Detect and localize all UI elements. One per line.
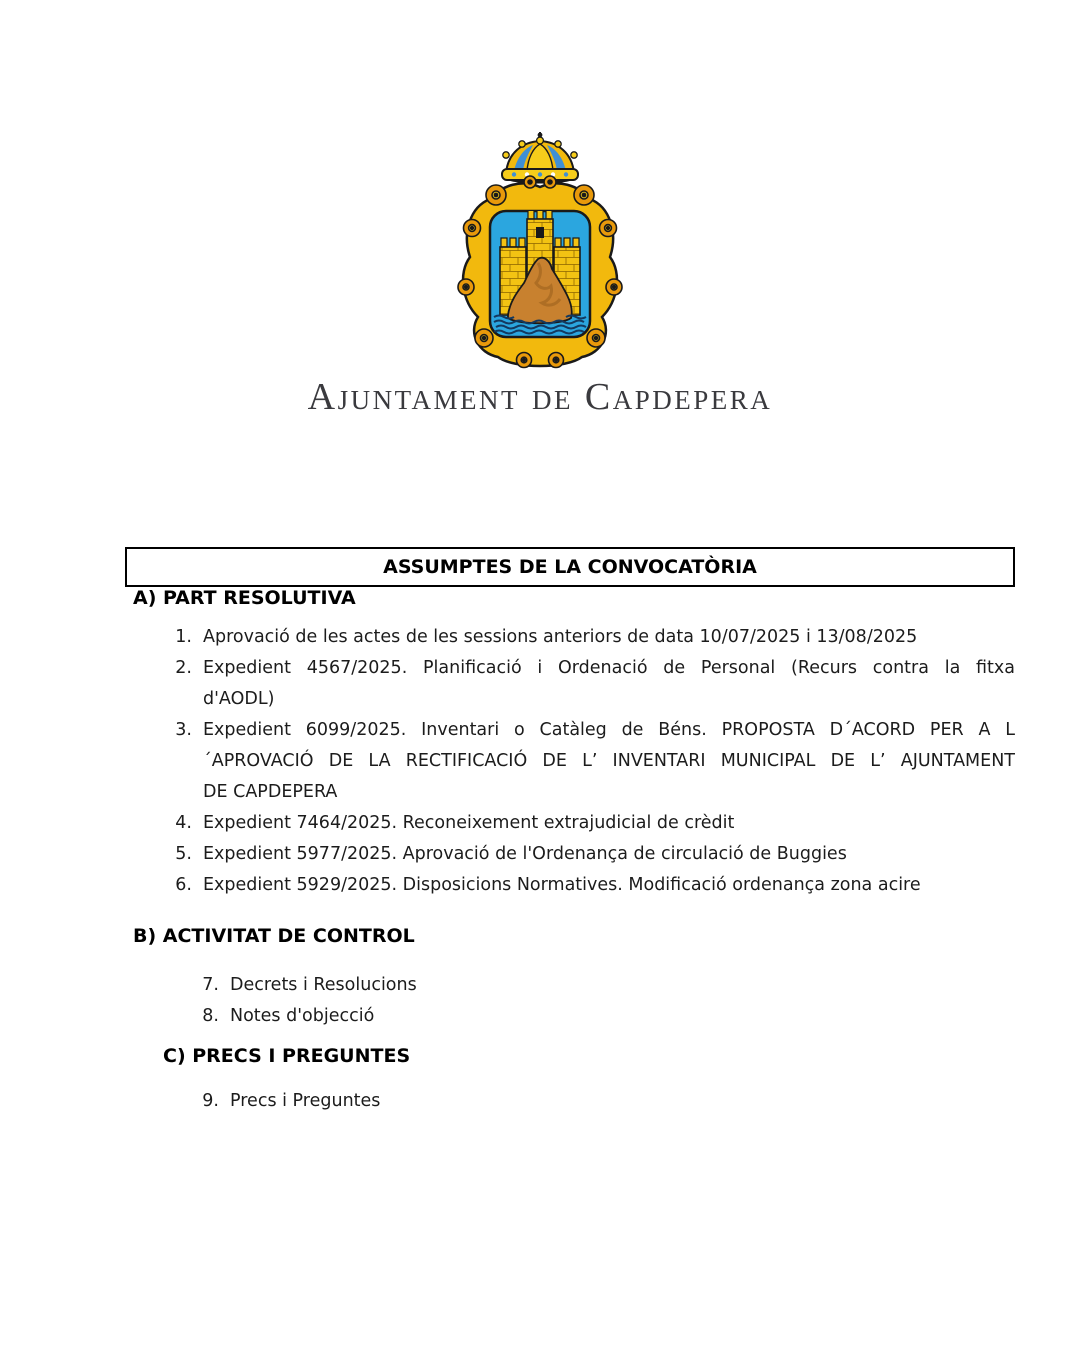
section-a-list <box>133 622 1015 901</box>
coat-of-arms-graphic <box>450 131 630 371</box>
coat-of-arms <box>450 131 630 371</box>
item-text: Precs i Preguntes <box>230 1091 381 1111</box>
item-text: Expedient 4567/2025. Planificació i Ordenació de Personal (Recurs contra la fitxa <box>203 658 1015 678</box>
list-item <box>133 715 1015 808</box>
item-number: 9. <box>202 1091 219 1111</box>
item-text: Aprovació de les actes de les sessions anteriors de data 10/07/2025 i 13/08/2025 <box>203 627 918 647</box>
list-item <box>133 653 1015 715</box>
item-number: 5. <box>175 844 192 864</box>
item-text: Expedient 5977/2025. Aprovació de l'Ordenança de circulació de Buggies <box>203 844 847 864</box>
list-item <box>133 622 1015 653</box>
org-title: Ajuntament de Capdepera <box>307 376 773 418</box>
item-number: 8. <box>202 1006 219 1026</box>
section-c-list <box>133 1086 1015 1117</box>
section-b-list <box>133 970 1015 1032</box>
agenda-title: ASSUMPTES DE LA CONVOCATÒRIA <box>383 556 757 578</box>
item-text: Expedient 7464/2025. Reconeixement extrajudicial de crèdit <box>203 813 735 833</box>
section-c-heading: C) PRECS I PREGUNTES <box>163 1045 411 1067</box>
item-number: 2. <box>175 658 192 678</box>
list-item <box>133 1001 1015 1032</box>
list-item <box>133 870 1015 901</box>
item-text: Expedient 5929/2025. Disposicions Normatives. Modificació ordenança zona acire <box>203 875 921 895</box>
item-text: d'AODL) <box>203 689 275 709</box>
crown-icon <box>502 132 578 184</box>
section-a-heading: A) PART RESOLUTIVA <box>133 587 356 609</box>
list-item <box>133 970 1015 1001</box>
list-item <box>133 839 1015 870</box>
item-text: Decrets i Resolucions <box>230 975 417 995</box>
item-text: ´APROVACIÓ DE LA RECTIFICACIÓ DE L’ INVENTARI MUNICIPAL DE L’ AJUNTAMENT <box>203 751 1015 771</box>
item-text: Notes d'objecció <box>230 1006 375 1026</box>
item-text: Expedient 6099/2025. Inventari o Catàleg de Béns. PROPOSTA D´ACORD PER A L <box>203 720 1015 740</box>
list-item <box>133 1086 1015 1117</box>
item-number: 4. <box>175 813 192 833</box>
agenda-title-box <box>125 547 1015 587</box>
item-number: 7. <box>202 975 219 995</box>
item-number: 1. <box>175 627 192 647</box>
item-number: 6. <box>175 875 192 895</box>
item-number: 3. <box>175 720 192 740</box>
list-item <box>133 808 1015 839</box>
section-b-heading: B) ACTIVITAT DE CONTROL <box>133 925 415 947</box>
item-text: DE CAPDEPERA <box>203 782 338 802</box>
